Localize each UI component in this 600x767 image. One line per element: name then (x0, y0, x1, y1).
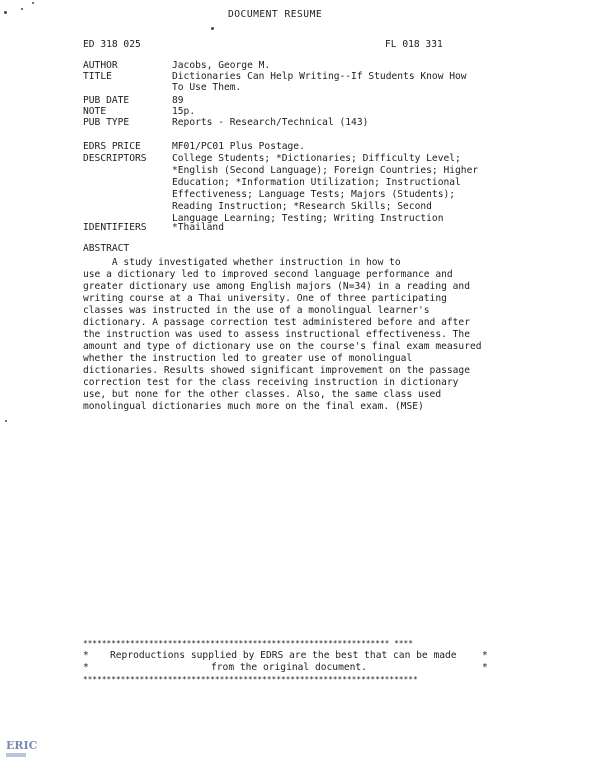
abstract-line-11: correction test for the class receiving instruction in dictionary (83, 377, 459, 388)
descriptors-line-1: College Students; *Dictionaries; Difficulty Level; (172, 153, 461, 164)
descriptors-line-4: Effectiveness; Language Tests; Majors (Students); (172, 189, 456, 200)
abstract-line-2: use a dictionary led to improved second language performance and (83, 269, 453, 280)
abstract-line-10: dictionaries. Results showed significant improvement on the passage (83, 365, 470, 376)
eric-logo (5, 733, 38, 761)
abstract-line-8: amount and type of dictionary use on the course's final exam measured (83, 341, 482, 352)
descriptors-label: DESCRIPTORS (83, 153, 147, 164)
footer-star-right-1: * (482, 650, 488, 661)
pub-date-label: PUB DATE (83, 95, 130, 106)
descriptors-line-6: Language Learning; Testing; Writing Instruction (172, 213, 444, 224)
abstract-line-7: the instruction was used to assess instructional effectiveness. The (83, 329, 470, 340)
descriptors-line-3: Education; *Information Utilization; Instructional (172, 177, 461, 188)
edrs-price-label: EDRS PRICE (83, 141, 141, 152)
eric-logo-bar (6, 753, 26, 757)
note-value: 15p. (172, 106, 196, 117)
abstract-line-5: classes was instructed in the use of a monolingual learner's (83, 305, 430, 316)
author-label: AUTHOR (83, 60, 118, 71)
abstract-line-1: A study investigated whether instruction in how to (83, 257, 401, 268)
scan-speck (211, 27, 214, 30)
eric-logo-text: ERIC (6, 739, 38, 752)
note-label: NOTE (83, 106, 107, 117)
abstract-line-9: whether the instruction led to greater use of monolingual (83, 353, 413, 364)
abstract-line-13: monolingual dictionaries much more on the final exam. (MSE) (83, 401, 424, 412)
abstract-heading: ABSTRACT (83, 243, 130, 254)
footer-star-left-1: * (83, 650, 89, 661)
pub-type-value: Reports - Research/Technical (143) (172, 117, 369, 128)
author-value: Jacobs, George M. (172, 60, 271, 71)
star-border-bottom: *********************************************************************** (83, 675, 418, 684)
pub-date-value: 89 (172, 95, 184, 106)
footer-line-1: Reproductions supplied by EDRS are the best that can be made (110, 650, 457, 661)
scan-speck (32, 2, 34, 4)
fl-number: FL 018 331 (385, 39, 443, 50)
eric-logo-icon (5, 733, 38, 761)
ed-number: ED 318 025 (83, 39, 141, 50)
descriptors-line-2: *English (Second Language); Foreign Countries; Higher (172, 165, 479, 176)
abstract-line-4: writing course at a Thai university. One of three participating (83, 293, 447, 304)
abstract-line-12: use, but none for the other classes. Also, the same class used (83, 389, 442, 400)
descriptors-line-5: Reading Instruction; *Research Skills; Second (172, 201, 432, 212)
pub-type-label: PUB TYPE (83, 117, 130, 128)
identifiers-value: *Thailand (172, 222, 224, 233)
title-label: TITLE (83, 71, 112, 82)
abstract-line-6: dictionary. A passage correction test administered before and after (83, 317, 470, 328)
scan-speck (21, 8, 23, 10)
title-value-line-1: Dictionaries Can Help Writing--If Students Know How (172, 71, 467, 82)
edrs-price-value: MF01/PC01 Plus Postage. (172, 141, 305, 152)
title-value-line-2: To Use Them. (172, 82, 242, 93)
abstract-line-3: greater dictionary use among English majors (N=34) in a reading and (83, 281, 470, 292)
footer-star-right-2: * (482, 662, 488, 673)
footer-star-left-2: * (83, 662, 89, 673)
document-title: DOCUMENT RESUME (228, 9, 323, 20)
footer-line-2: from the original document. (211, 662, 367, 673)
scan-speck (4, 11, 7, 14)
identifiers-label: IDENTIFIERS (83, 222, 147, 233)
scan-speck (5, 420, 7, 422)
star-border-top: ***************************************************************** **** (83, 639, 414, 648)
